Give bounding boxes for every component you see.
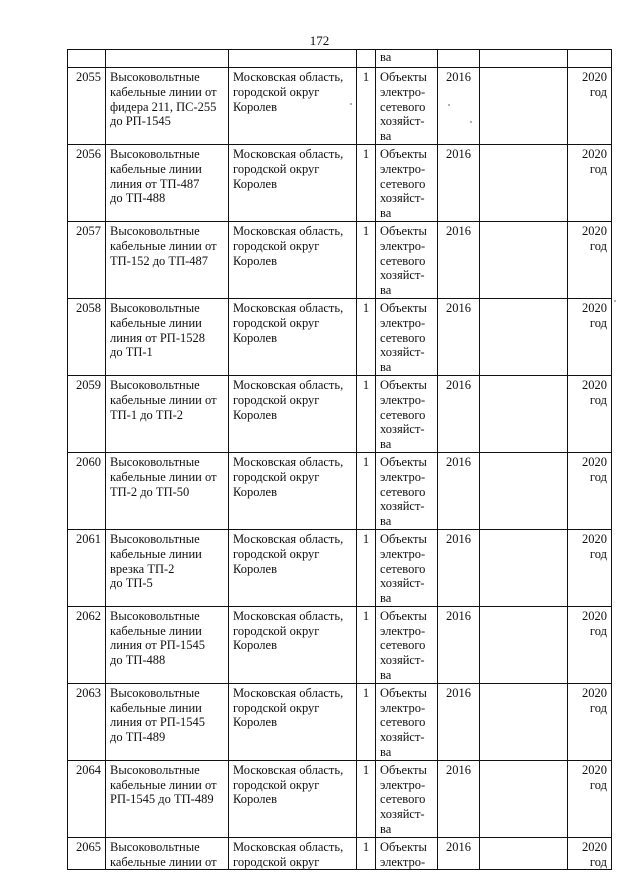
object-name-line: Высоковольтные bbox=[110, 146, 200, 161]
plan-line: год bbox=[589, 700, 607, 715]
cell-plan bbox=[568, 68, 612, 145]
object-name-line: фидера 211, ПС-255 bbox=[110, 99, 217, 114]
cell-year bbox=[438, 144, 480, 221]
cell-plan bbox=[568, 452, 612, 529]
cell-note bbox=[480, 298, 568, 375]
type-line: ва bbox=[380, 360, 392, 375]
type-line: электро- bbox=[380, 392, 426, 407]
location-line: городской округ bbox=[233, 469, 320, 484]
table-row bbox=[68, 606, 612, 683]
plan-line: 2020 bbox=[582, 608, 607, 623]
cell-name bbox=[106, 144, 229, 221]
scan-speck bbox=[350, 103, 352, 105]
quantity: 1 bbox=[362, 685, 370, 700]
plan-line: 2020 bbox=[582, 223, 607, 238]
cell-year bbox=[438, 529, 480, 606]
table-row bbox=[68, 683, 612, 760]
type-line: электро- bbox=[380, 161, 426, 176]
cell-note bbox=[480, 50, 568, 68]
cell-note bbox=[480, 144, 568, 221]
row-number: 2060 bbox=[76, 454, 101, 469]
type-line: сетевого bbox=[380, 176, 426, 191]
location-line: городской округ bbox=[233, 238, 320, 253]
object-name-line: Высоковольтные bbox=[110, 377, 200, 392]
object-name-line: Высоковольтные bbox=[110, 839, 200, 854]
table-row bbox=[68, 375, 612, 452]
cell-name bbox=[106, 760, 229, 837]
object-name-line: до ТП-1 bbox=[110, 345, 153, 360]
quantity: 1 bbox=[362, 608, 370, 623]
cell-year bbox=[438, 452, 480, 529]
location-line: Московская область, bbox=[233, 300, 344, 315]
cell-qty bbox=[357, 144, 376, 221]
cell-location bbox=[229, 50, 357, 68]
cell-year bbox=[438, 837, 480, 870]
object-name-line: Высоковольтные bbox=[110, 300, 200, 315]
object-name-line: до ТП-5 bbox=[110, 576, 153, 591]
type-line: сетевого bbox=[380, 715, 426, 730]
location-line: городской округ bbox=[233, 392, 320, 407]
type-line: хозяйст- bbox=[380, 268, 425, 283]
quantity: 1 bbox=[362, 377, 370, 392]
row-number: 2055 bbox=[76, 70, 101, 84]
year-value: 2016 bbox=[446, 839, 471, 854]
cell-qty bbox=[357, 683, 376, 760]
cell-name bbox=[106, 50, 229, 68]
registry-body bbox=[68, 50, 612, 870]
plan-line: год bbox=[589, 777, 607, 792]
cell-location bbox=[229, 606, 357, 683]
cell-type bbox=[376, 298, 438, 375]
type-line: хозяйст- bbox=[380, 730, 425, 745]
location-line: Королев bbox=[233, 561, 277, 576]
object-name-line: ТП-152 до ТП-487 bbox=[110, 253, 209, 268]
type-line: Объекты bbox=[380, 685, 427, 700]
row-number: 2065 bbox=[76, 839, 101, 854]
cell-qty bbox=[357, 452, 376, 529]
object-name-line: кабельные линии от bbox=[110, 854, 217, 869]
quantity: 1 bbox=[362, 839, 370, 854]
cell-plan bbox=[568, 760, 612, 837]
object-name-line: кабельные линии bbox=[110, 161, 202, 176]
cell-type bbox=[376, 221, 438, 298]
object-name-line: кабельные линии от bbox=[110, 238, 217, 253]
type-line: ва bbox=[380, 591, 392, 606]
cell-plan bbox=[568, 298, 612, 375]
cell-num bbox=[68, 68, 106, 145]
object-name-line: Высоковольтные bbox=[110, 70, 200, 84]
cell-year bbox=[438, 375, 480, 452]
type-line: электро- bbox=[380, 315, 426, 330]
cell-type bbox=[376, 683, 438, 760]
plan-line: 2020 bbox=[582, 70, 607, 84]
cell-type bbox=[376, 50, 438, 68]
row-number: 2057 bbox=[76, 223, 101, 238]
year-value: 2016 bbox=[446, 70, 471, 84]
location-line: городской округ bbox=[233, 315, 320, 330]
type-line: ва bbox=[380, 514, 392, 529]
row-number: 2061 bbox=[76, 531, 101, 546]
row-number: 2064 bbox=[76, 762, 101, 777]
location-line: Королев bbox=[233, 99, 277, 114]
object-name-line: до ТП-488 bbox=[110, 653, 166, 668]
type-line: электро- bbox=[380, 546, 426, 561]
table-row bbox=[68, 221, 612, 298]
cell-num bbox=[68, 221, 106, 298]
object-name-line: до ТП-489 bbox=[110, 730, 166, 745]
location-line: Московская область, bbox=[233, 608, 344, 623]
location-line: Королев bbox=[233, 638, 277, 653]
type-line: сетевого bbox=[380, 330, 426, 345]
location-line: Королев bbox=[233, 330, 277, 345]
object-name-line: Высоковольтные bbox=[110, 762, 200, 777]
plan-line: 2020 bbox=[582, 377, 607, 392]
type-line: Объекты bbox=[380, 454, 427, 469]
type-line: Объекты bbox=[380, 377, 427, 392]
object-name-line: кабельные линии bbox=[110, 315, 202, 330]
row-number: 2063 bbox=[76, 685, 101, 700]
cell-num bbox=[68, 529, 106, 606]
type-line: ва bbox=[380, 437, 392, 452]
object-name-line: кабельные линии от bbox=[110, 469, 217, 484]
quantity: 1 bbox=[362, 70, 370, 84]
location-line: городской округ bbox=[233, 546, 320, 561]
cell-location bbox=[229, 298, 357, 375]
plan-line: год bbox=[589, 161, 607, 176]
cell-plan bbox=[568, 606, 612, 683]
type-line: хозяйст- bbox=[380, 191, 425, 206]
cell-num bbox=[68, 50, 106, 68]
type-line: хозяйст- bbox=[380, 576, 425, 591]
row-number: 2062 bbox=[76, 608, 101, 623]
object-name-line: Высоковольтные bbox=[110, 608, 200, 623]
cell-name bbox=[106, 452, 229, 529]
type-line: сетевого bbox=[380, 253, 426, 268]
type-line: ва bbox=[380, 745, 392, 760]
cell-qty bbox=[357, 375, 376, 452]
cell-qty bbox=[357, 50, 376, 68]
cell-type bbox=[376, 375, 438, 452]
cell-type bbox=[376, 68, 438, 145]
object-name-line: линия от РП-1528 bbox=[110, 330, 205, 345]
cell-location bbox=[229, 683, 357, 760]
object-name-line: кабельные линии bbox=[110, 546, 202, 561]
location-line: Королев bbox=[233, 792, 277, 807]
cell-name bbox=[106, 529, 229, 606]
table-row bbox=[68, 298, 612, 375]
object-name-line: линия от РП-1545 bbox=[110, 715, 205, 730]
plan-line: год bbox=[589, 238, 607, 253]
type-line: Объекты bbox=[380, 223, 427, 238]
cell-year bbox=[438, 606, 480, 683]
table-row bbox=[68, 144, 612, 221]
location-line: Московская область, bbox=[233, 146, 344, 161]
cell-num bbox=[68, 375, 106, 452]
cell-qty bbox=[357, 837, 376, 870]
row-number: 2056 bbox=[76, 146, 101, 161]
location-line: городской округ bbox=[233, 777, 320, 792]
type-line: сетевого bbox=[380, 561, 426, 576]
location-line: Московская область, bbox=[233, 454, 344, 469]
cell-note bbox=[480, 452, 568, 529]
object-name-line: до РП-1545 bbox=[110, 114, 171, 129]
location-line: Московская область, bbox=[233, 685, 344, 700]
cell-note bbox=[480, 683, 568, 760]
cell-num bbox=[68, 837, 106, 870]
cell-plan bbox=[568, 50, 612, 68]
location-line: Московская область, bbox=[233, 377, 344, 392]
plan-line: год bbox=[589, 315, 607, 330]
type-line: сетевого bbox=[380, 407, 426, 422]
location-line: Королев bbox=[233, 407, 277, 422]
object-name-line: Высоковольтные bbox=[110, 531, 200, 546]
type-line: сетевого bbox=[380, 99, 426, 114]
cell-qty bbox=[357, 298, 376, 375]
plan-line: 2020 bbox=[582, 685, 607, 700]
cell-location bbox=[229, 760, 357, 837]
cell-num bbox=[68, 606, 106, 683]
plan-line: год bbox=[589, 623, 607, 638]
type-line: электро- bbox=[380, 777, 426, 792]
year-value: 2016 bbox=[446, 531, 471, 546]
location-line: Королев bbox=[233, 253, 277, 268]
cell-name bbox=[106, 298, 229, 375]
cell-qty bbox=[357, 221, 376, 298]
plan-line: 2020 bbox=[582, 531, 607, 546]
plan-line: 2020 bbox=[582, 146, 607, 161]
object-name-line: Высоковольтные bbox=[110, 685, 200, 700]
quantity: 1 bbox=[362, 454, 370, 469]
location-line: городской округ bbox=[233, 700, 320, 715]
table-row bbox=[68, 68, 612, 145]
type-line: хозяйст- bbox=[380, 114, 425, 129]
scan-speck bbox=[614, 300, 616, 302]
table-row bbox=[68, 837, 612, 870]
cell-qty bbox=[357, 606, 376, 683]
cell-plan bbox=[568, 221, 612, 298]
quantity: 1 bbox=[362, 146, 370, 161]
type-line: электро- bbox=[380, 700, 426, 715]
cell-plan bbox=[568, 529, 612, 606]
plan-line: год bbox=[589, 392, 607, 407]
plan-line: 2020 bbox=[582, 454, 607, 469]
cell-location bbox=[229, 452, 357, 529]
cell-note bbox=[480, 837, 568, 870]
cell-year bbox=[438, 68, 480, 145]
type-line: Объекты bbox=[380, 300, 427, 315]
type-line: электро- bbox=[380, 854, 426, 869]
object-name-line: линия от ТП-487 bbox=[110, 176, 200, 191]
plan-line: 2020 bbox=[582, 300, 607, 315]
year-value: 2016 bbox=[446, 300, 471, 315]
location-line: Королев bbox=[233, 715, 277, 730]
quantity: 1 bbox=[362, 762, 370, 777]
cell-type bbox=[376, 529, 438, 606]
table-row bbox=[68, 452, 612, 529]
object-name-line: ТП-2 до ТП-50 bbox=[110, 484, 190, 499]
cell-note bbox=[480, 375, 568, 452]
year-value: 2016 bbox=[446, 685, 471, 700]
registry-table bbox=[67, 49, 612, 870]
cell-name bbox=[106, 221, 229, 298]
cell-note bbox=[480, 760, 568, 837]
type-line: ва bbox=[380, 206, 392, 221]
quantity: 1 bbox=[362, 223, 370, 238]
cell-type bbox=[376, 144, 438, 221]
cell-location bbox=[229, 221, 357, 298]
table-row bbox=[68, 760, 612, 837]
type-line: хозяйст- bbox=[380, 653, 425, 668]
object-name-line: кабельные линии bbox=[110, 623, 202, 638]
type-line: Объекты bbox=[380, 146, 427, 161]
object-name-line: ТП-1 до ТП-2 bbox=[110, 407, 184, 422]
page-number: 172 bbox=[309, 33, 330, 48]
table-row bbox=[68, 529, 612, 606]
quantity: 1 bbox=[362, 300, 370, 315]
cell-note bbox=[480, 529, 568, 606]
location-line: городской округ bbox=[233, 623, 320, 638]
year-value: 2016 bbox=[446, 223, 471, 238]
cell-year bbox=[438, 50, 480, 68]
type-line: Объекты bbox=[380, 531, 427, 546]
plan-line: 2020 bbox=[582, 762, 607, 777]
cell-year bbox=[438, 221, 480, 298]
cell-qty bbox=[357, 68, 376, 145]
object-name-line: до ТП-488 bbox=[110, 191, 166, 206]
cell-plan bbox=[568, 144, 612, 221]
location-line: Московская область, bbox=[233, 762, 344, 777]
location-line: городской округ bbox=[233, 854, 320, 869]
plan-line: 2020 bbox=[582, 839, 607, 854]
type-line: ва bbox=[380, 50, 392, 64]
location-line: Московская область, bbox=[233, 70, 344, 84]
cell-year bbox=[438, 298, 480, 375]
location-line: Московская область, bbox=[233, 223, 344, 238]
object-name-line: РП-1545 до ТП-489 bbox=[110, 792, 214, 807]
object-name-line: кабельные линии от bbox=[110, 84, 217, 99]
location-line: Московская область, bbox=[233, 839, 344, 854]
type-line: Объекты bbox=[380, 839, 427, 854]
row-number: 2059 bbox=[76, 377, 101, 392]
cell-type bbox=[376, 452, 438, 529]
cell-qty bbox=[357, 760, 376, 837]
continuation-row bbox=[68, 50, 612, 68]
cell-name bbox=[106, 837, 229, 870]
cell-note bbox=[480, 606, 568, 683]
year-value: 2016 bbox=[446, 608, 471, 623]
type-line: хозяйст- bbox=[380, 422, 425, 437]
cell-note bbox=[480, 221, 568, 298]
scan-speck bbox=[470, 121, 472, 123]
cell-plan bbox=[568, 375, 612, 452]
type-line: сетевого bbox=[380, 638, 426, 653]
quantity: 1 bbox=[362, 531, 370, 546]
cell-plan bbox=[568, 837, 612, 870]
object-name-line: Высоковольтные bbox=[110, 454, 200, 469]
cell-name bbox=[106, 68, 229, 145]
cell-num bbox=[68, 298, 106, 375]
cell-num bbox=[68, 683, 106, 760]
cell-year bbox=[438, 760, 480, 837]
cell-plan bbox=[568, 683, 612, 760]
cell-qty bbox=[357, 529, 376, 606]
year-value: 2016 bbox=[446, 454, 471, 469]
type-line: ва bbox=[380, 129, 392, 144]
cell-num bbox=[68, 760, 106, 837]
row-number: 2058 bbox=[76, 300, 101, 315]
object-name-line: кабельные линии от bbox=[110, 392, 217, 407]
cell-location bbox=[229, 837, 357, 870]
year-value: 2016 bbox=[446, 146, 471, 161]
type-line: электро- bbox=[380, 469, 426, 484]
scan-speck bbox=[448, 104, 450, 106]
year-value: 2016 bbox=[446, 762, 471, 777]
cell-type bbox=[376, 837, 438, 870]
cell-type bbox=[376, 760, 438, 837]
type-line: Объекты bbox=[380, 70, 427, 84]
plan-line: год bbox=[589, 546, 607, 561]
type-line: ва bbox=[380, 283, 392, 298]
cell-location bbox=[229, 375, 357, 452]
location-line: городской округ bbox=[233, 84, 320, 99]
location-line: Московская область, bbox=[233, 531, 344, 546]
object-name-line: кабельные линии от bbox=[110, 777, 217, 792]
plan-line: год bbox=[589, 469, 607, 484]
object-name-line: кабельные линии bbox=[110, 700, 202, 715]
location-line: Королев bbox=[233, 176, 277, 191]
plan-line: год bbox=[589, 84, 607, 99]
object-name-line: врезка ТП-2 bbox=[110, 561, 175, 576]
cell-name bbox=[106, 375, 229, 452]
cell-num bbox=[68, 452, 106, 529]
object-name-line: линия от РП-1545 bbox=[110, 638, 205, 653]
cell-num bbox=[68, 144, 106, 221]
plan-line: год bbox=[589, 854, 607, 869]
type-line: хозяйст- bbox=[380, 807, 425, 822]
cell-location bbox=[229, 529, 357, 606]
type-line: ва bbox=[380, 822, 392, 837]
type-line: ва bbox=[380, 668, 392, 683]
cell-name bbox=[106, 606, 229, 683]
type-line: Объекты bbox=[380, 608, 427, 623]
type-line: электро- bbox=[380, 84, 426, 99]
year-value: 2016 bbox=[446, 377, 471, 392]
type-line: хозяйст- bbox=[380, 345, 425, 360]
type-line: электро- bbox=[380, 623, 426, 638]
location-line: Королев bbox=[233, 484, 277, 499]
type-line: электро- bbox=[380, 238, 426, 253]
cell-type bbox=[376, 606, 438, 683]
cell-location bbox=[229, 68, 357, 145]
type-line: Объекты bbox=[380, 762, 427, 777]
cell-name bbox=[106, 683, 229, 760]
location-line: городской округ bbox=[233, 161, 320, 176]
type-line: сетевого bbox=[380, 484, 426, 499]
cell-note bbox=[480, 68, 568, 145]
type-line: сетевого bbox=[380, 792, 426, 807]
cell-year bbox=[438, 683, 480, 760]
type-line: хозяйст- bbox=[380, 499, 425, 514]
object-name-line: Высоковольтные bbox=[110, 223, 200, 238]
cell-location bbox=[229, 144, 357, 221]
